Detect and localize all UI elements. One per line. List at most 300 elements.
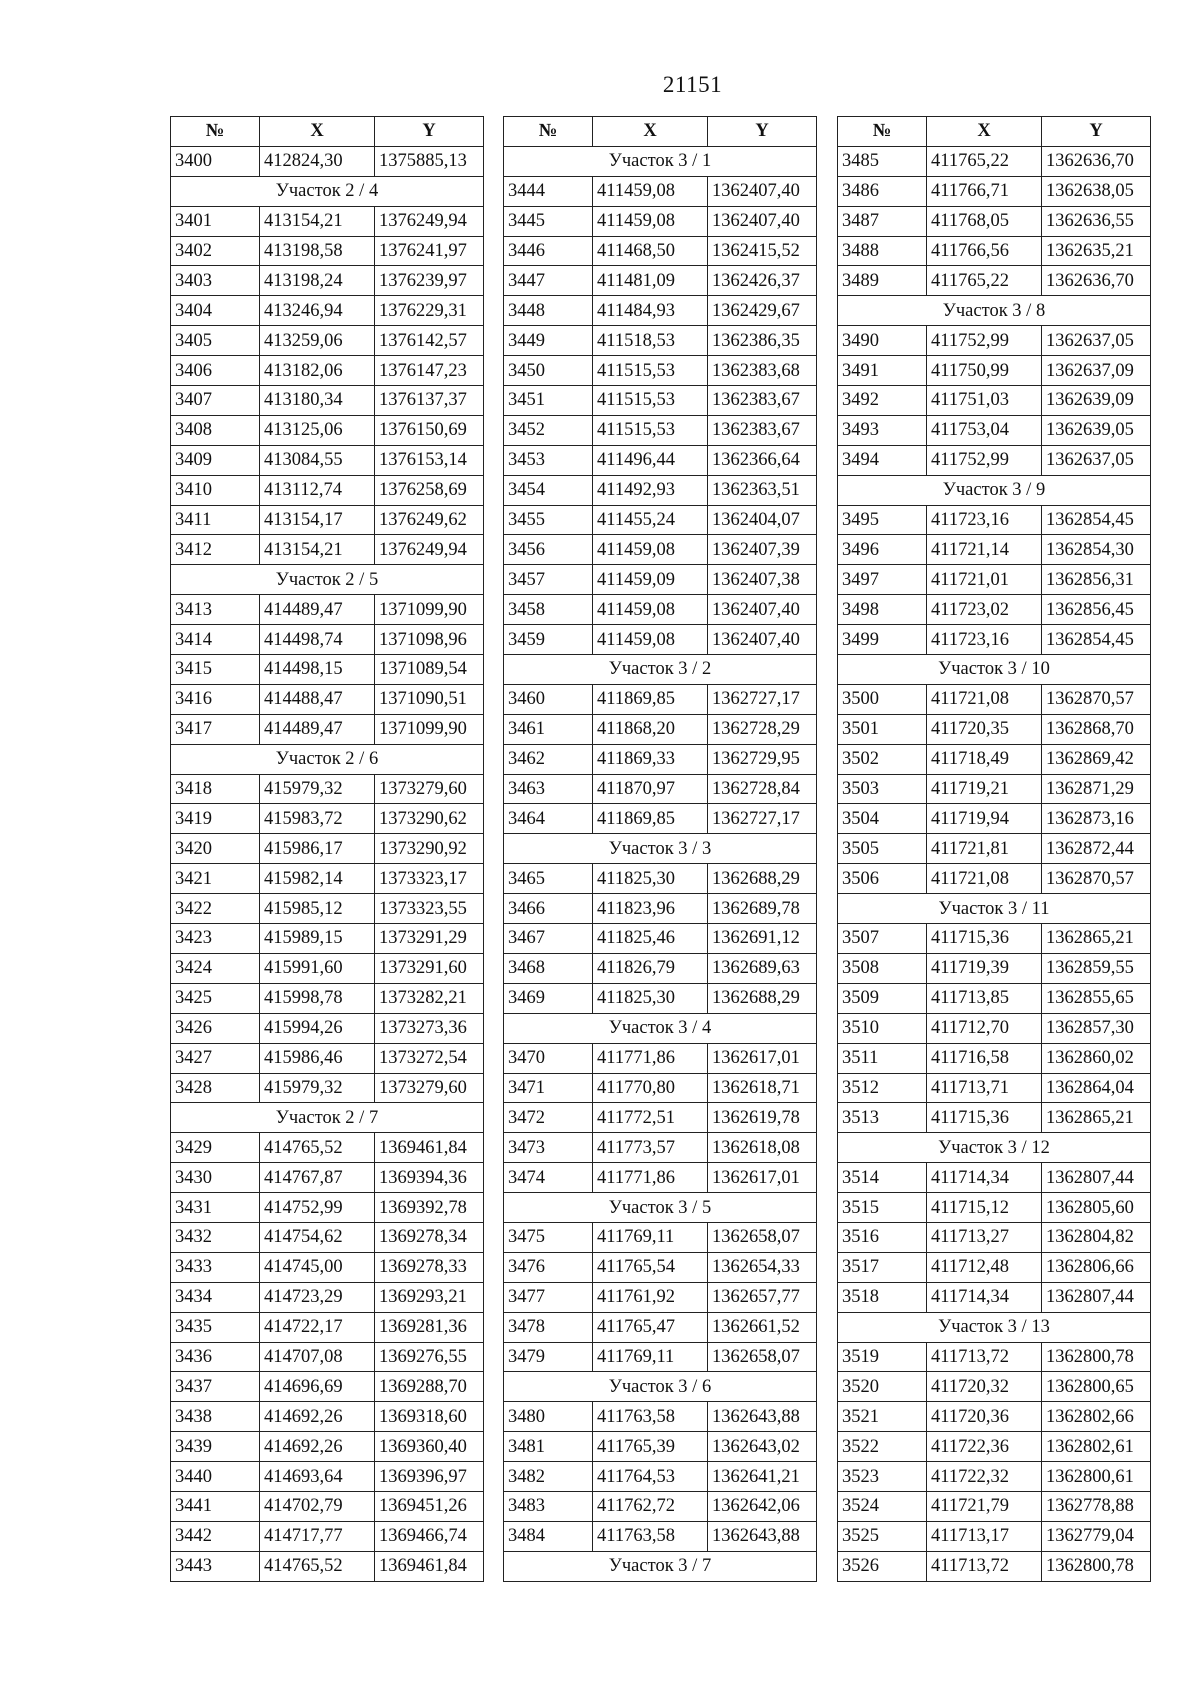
table-row	[838, 774, 1151, 804]
y-coordinate: 1362854,45	[1042, 625, 1151, 655]
y-coordinate: 1362661,52	[708, 1312, 817, 1342]
point-number: 3499	[838, 625, 927, 655]
x-coordinate: 413180,34	[260, 386, 375, 416]
y-coordinate: 1362864,04	[1042, 1073, 1151, 1103]
x-coordinate: 414692,26	[260, 1402, 375, 1432]
y-coordinate: 1362641,21	[708, 1462, 817, 1492]
x-coordinate: 411825,30	[593, 864, 708, 894]
y-coordinate: 1362636,70	[1042, 146, 1151, 176]
y-coordinate: 1373273,36	[375, 1013, 484, 1043]
section-title: Участок 3 / 10	[838, 655, 1151, 685]
x-coordinate: 411765,47	[593, 1312, 708, 1342]
y-coordinate: 1362802,61	[1042, 1432, 1151, 1462]
point-number: 3448	[504, 296, 593, 326]
table-row	[838, 535, 1151, 565]
section-row	[171, 744, 484, 774]
x-coordinate: 413154,17	[260, 505, 375, 535]
x-coordinate: 411455,24	[593, 505, 708, 535]
x-coordinate: 411721,08	[927, 684, 1042, 714]
point-number: 3426	[171, 1013, 260, 1043]
y-coordinate: 1376229,31	[375, 296, 484, 326]
table-row	[504, 953, 817, 983]
point-number: 3407	[171, 386, 260, 416]
point-number: 3410	[171, 475, 260, 505]
y-coordinate: 1362386,35	[708, 326, 817, 356]
y-coordinate: 1362728,29	[708, 714, 817, 744]
table-row	[171, 834, 484, 864]
table-row	[171, 1222, 484, 1252]
x-coordinate: 411713,27	[927, 1222, 1042, 1252]
x-coordinate: 411769,11	[593, 1342, 708, 1372]
point-number: 3488	[838, 236, 927, 266]
y-coordinate: 1362383,67	[708, 415, 817, 445]
x-coordinate: 411484,93	[593, 296, 708, 326]
point-number: 3402	[171, 236, 260, 266]
table-row	[504, 774, 817, 804]
x-coordinate: 414723,29	[260, 1282, 375, 1312]
coordinate-table-3	[837, 116, 1151, 1582]
table-row	[504, 236, 817, 266]
table-row	[838, 625, 1151, 655]
table-row	[171, 1252, 484, 1282]
y-coordinate: 1362639,09	[1042, 386, 1151, 416]
point-number: 3493	[838, 415, 927, 445]
section-title: Участок 3 / 7	[504, 1551, 817, 1581]
y-coordinate: 1362639,05	[1042, 415, 1151, 445]
point-number: 3450	[504, 356, 593, 386]
table-row	[504, 565, 817, 595]
header-y: Y	[375, 117, 484, 147]
point-number: 3409	[171, 445, 260, 475]
table-row	[838, 1252, 1151, 1282]
y-coordinate: 1362870,57	[1042, 684, 1151, 714]
x-coordinate: 415979,32	[260, 774, 375, 804]
point-number: 3476	[504, 1252, 593, 1282]
y-coordinate: 1362637,05	[1042, 445, 1151, 475]
x-coordinate: 415986,17	[260, 834, 375, 864]
point-number: 3512	[838, 1073, 927, 1103]
y-coordinate: 1362363,51	[708, 475, 817, 505]
table-row	[171, 1073, 484, 1103]
point-number: 3462	[504, 744, 593, 774]
table-row	[838, 1462, 1151, 1492]
x-coordinate: 411714,34	[927, 1163, 1042, 1193]
table-row	[171, 1372, 484, 1402]
table-row	[171, 386, 484, 416]
x-coordinate: 412824,30	[260, 146, 375, 176]
y-coordinate: 1362658,07	[708, 1342, 817, 1372]
x-coordinate: 415982,14	[260, 864, 375, 894]
table-row	[838, 864, 1151, 894]
table-row	[504, 1103, 817, 1133]
table-row	[838, 804, 1151, 834]
section-title: Участок 3 / 8	[838, 296, 1151, 326]
x-coordinate: 414752,99	[260, 1193, 375, 1223]
point-number: 3483	[504, 1491, 593, 1521]
x-coordinate: 411720,35	[927, 714, 1042, 744]
table-row	[838, 953, 1151, 983]
y-coordinate: 1362657,77	[708, 1282, 817, 1312]
point-number: 3481	[504, 1432, 593, 1462]
point-number: 3436	[171, 1342, 260, 1372]
table-row	[838, 744, 1151, 774]
table-header-row	[504, 117, 817, 147]
table-row	[504, 684, 817, 714]
y-coordinate: 1376249,62	[375, 505, 484, 535]
point-number: 3492	[838, 386, 927, 416]
x-coordinate: 411763,58	[593, 1402, 708, 1432]
point-number: 3434	[171, 1282, 260, 1312]
y-coordinate: 1371098,96	[375, 625, 484, 655]
x-coordinate: 411763,58	[593, 1521, 708, 1551]
section-title: Участок 3 / 1	[504, 146, 817, 176]
x-coordinate: 414498,74	[260, 625, 375, 655]
table-row	[171, 505, 484, 535]
point-number: 3505	[838, 834, 927, 864]
y-coordinate: 1362865,21	[1042, 1103, 1151, 1133]
y-coordinate: 1362871,29	[1042, 774, 1151, 804]
point-number: 3403	[171, 266, 260, 296]
point-number: 3501	[838, 714, 927, 744]
table-row	[171, 1133, 484, 1163]
point-number: 3457	[504, 565, 593, 595]
y-coordinate: 1375885,13	[375, 146, 484, 176]
table-row	[504, 475, 817, 505]
table-row	[838, 1551, 1151, 1581]
x-coordinate: 411515,53	[593, 386, 708, 416]
x-coordinate: 414767,87	[260, 1163, 375, 1193]
y-coordinate: 1376249,94	[375, 535, 484, 565]
y-coordinate: 1362407,39	[708, 535, 817, 565]
y-coordinate: 1362800,78	[1042, 1342, 1151, 1372]
table-row	[504, 1252, 817, 1282]
x-coordinate: 411765,54	[593, 1252, 708, 1282]
section-row	[171, 1103, 484, 1133]
table-row	[838, 684, 1151, 714]
x-coordinate: 411765,39	[593, 1432, 708, 1462]
table-row	[171, 804, 484, 834]
x-coordinate: 411496,44	[593, 445, 708, 475]
y-coordinate: 1362636,70	[1042, 266, 1151, 296]
point-number: 3525	[838, 1521, 927, 1551]
table-row	[504, 206, 817, 236]
point-number: 3421	[171, 864, 260, 894]
point-number: 3523	[838, 1462, 927, 1492]
table-row	[504, 176, 817, 206]
point-number: 3413	[171, 595, 260, 625]
table-row	[504, 505, 817, 535]
x-coordinate: 411715,36	[927, 924, 1042, 954]
x-coordinate: 411459,08	[593, 535, 708, 565]
x-coordinate: 411721,14	[927, 535, 1042, 565]
point-number: 3442	[171, 1521, 260, 1551]
table-row	[171, 1462, 484, 1492]
point-number: 3453	[504, 445, 593, 475]
x-coordinate: 411515,53	[593, 356, 708, 386]
point-number: 3438	[171, 1402, 260, 1432]
y-coordinate: 1362643,02	[708, 1432, 817, 1462]
point-number: 3415	[171, 655, 260, 685]
y-coordinate: 1362643,88	[708, 1402, 817, 1432]
point-number: 3509	[838, 983, 927, 1013]
point-number: 3447	[504, 266, 593, 296]
y-coordinate: 1362658,07	[708, 1222, 817, 1252]
point-number: 3524	[838, 1491, 927, 1521]
point-number: 3500	[838, 684, 927, 714]
y-coordinate: 1362643,88	[708, 1521, 817, 1551]
y-coordinate: 1362404,07	[708, 505, 817, 535]
x-coordinate: 411721,79	[927, 1491, 1042, 1521]
y-coordinate: 1369461,84	[375, 1551, 484, 1581]
y-coordinate: 1369276,55	[375, 1342, 484, 1372]
section-title: Участок 2 / 4	[171, 176, 484, 206]
y-coordinate: 1373279,60	[375, 1073, 484, 1103]
section-title: Участок 3 / 6	[504, 1372, 817, 1402]
table-row	[838, 924, 1151, 954]
x-coordinate: 411826,79	[593, 953, 708, 983]
x-coordinate: 411515,53	[593, 415, 708, 445]
x-coordinate: 411713,71	[927, 1073, 1042, 1103]
table-row	[838, 1521, 1151, 1551]
x-coordinate: 414702,79	[260, 1491, 375, 1521]
table-row	[504, 356, 817, 386]
x-coordinate: 413198,58	[260, 236, 375, 266]
table-row	[171, 864, 484, 894]
point-number: 3504	[838, 804, 927, 834]
x-coordinate: 414745,00	[260, 1252, 375, 1282]
y-coordinate: 1371099,90	[375, 595, 484, 625]
section-row	[838, 1312, 1151, 1342]
x-coordinate: 411722,36	[927, 1432, 1042, 1462]
x-coordinate: 411753,04	[927, 415, 1042, 445]
y-coordinate: 1376241,97	[375, 236, 484, 266]
table-row	[504, 296, 817, 326]
table-row	[504, 1462, 817, 1492]
x-coordinate: 411721,81	[927, 834, 1042, 864]
y-coordinate: 1362688,29	[708, 983, 817, 1013]
section-row	[504, 1013, 817, 1043]
table-row	[838, 146, 1151, 176]
point-number: 3497	[838, 565, 927, 595]
y-coordinate: 1369288,70	[375, 1372, 484, 1402]
table-row	[838, 445, 1151, 475]
point-number: 3490	[838, 326, 927, 356]
table-header-row	[838, 117, 1151, 147]
x-coordinate: 411714,34	[927, 1282, 1042, 1312]
x-coordinate: 411772,51	[593, 1103, 708, 1133]
y-coordinate: 1362689,78	[708, 894, 817, 924]
table-row	[504, 1133, 817, 1163]
y-coordinate: 1362637,05	[1042, 326, 1151, 356]
y-coordinate: 1362636,55	[1042, 206, 1151, 236]
point-number: 3419	[171, 804, 260, 834]
x-coordinate: 414489,47	[260, 595, 375, 625]
y-coordinate: 1362800,78	[1042, 1551, 1151, 1581]
y-coordinate: 1362727,17	[708, 684, 817, 714]
section-row	[838, 894, 1151, 924]
x-coordinate: 414722,17	[260, 1312, 375, 1342]
table-row	[504, 415, 817, 445]
point-number: 3420	[171, 834, 260, 864]
y-coordinate: 1362806,66	[1042, 1252, 1151, 1282]
table-row	[838, 386, 1151, 416]
x-coordinate: 411459,09	[593, 565, 708, 595]
table-row	[838, 1043, 1151, 1073]
section-title: Участок 2 / 5	[171, 565, 484, 595]
point-number: 3400	[171, 146, 260, 176]
table-row	[838, 595, 1151, 625]
table-row	[171, 1193, 484, 1223]
x-coordinate: 414717,77	[260, 1521, 375, 1551]
x-coordinate: 411766,71	[927, 176, 1042, 206]
y-coordinate: 1371099,90	[375, 714, 484, 744]
x-coordinate: 411459,08	[593, 176, 708, 206]
point-number: 3526	[838, 1551, 927, 1581]
section-row	[504, 834, 817, 864]
y-coordinate: 1362857,30	[1042, 1013, 1151, 1043]
y-coordinate: 1369394,36	[375, 1163, 484, 1193]
y-coordinate: 1362617,01	[708, 1043, 817, 1073]
y-coordinate: 1362729,95	[708, 744, 817, 774]
table-row	[171, 326, 484, 356]
table-row	[171, 684, 484, 714]
x-coordinate: 411869,85	[593, 684, 708, 714]
y-coordinate: 1362407,40	[708, 595, 817, 625]
point-number: 3496	[838, 535, 927, 565]
x-coordinate: 414765,52	[260, 1133, 375, 1163]
y-coordinate: 1362383,68	[708, 356, 817, 386]
point-number: 3506	[838, 864, 927, 894]
table-row	[504, 1342, 817, 1372]
header-x: X	[927, 117, 1042, 147]
table-row	[171, 1342, 484, 1372]
y-coordinate: 1362728,84	[708, 774, 817, 804]
y-coordinate: 1369466,74	[375, 1521, 484, 1551]
point-number: 3463	[504, 774, 593, 804]
x-coordinate: 415979,32	[260, 1073, 375, 1103]
point-number: 3502	[838, 744, 927, 774]
table-row	[504, 1521, 817, 1551]
point-number: 3444	[504, 176, 593, 206]
table-row	[838, 1073, 1151, 1103]
x-coordinate: 411712,70	[927, 1013, 1042, 1043]
x-coordinate: 413125,06	[260, 415, 375, 445]
x-coordinate: 413112,74	[260, 475, 375, 505]
table-row	[504, 386, 817, 416]
x-coordinate: 414754,62	[260, 1222, 375, 1252]
point-number: 3491	[838, 356, 927, 386]
point-number: 3423	[171, 924, 260, 954]
table-row	[504, 894, 817, 924]
section-row	[504, 1372, 817, 1402]
page-number: 21151	[662, 72, 723, 97]
point-number: 3416	[171, 684, 260, 714]
point-number: 3521	[838, 1402, 927, 1432]
point-number: 3479	[504, 1342, 593, 1372]
point-number: 3474	[504, 1163, 593, 1193]
y-coordinate: 1362366,64	[708, 445, 817, 475]
table-row	[171, 1432, 484, 1462]
point-number: 3445	[504, 206, 593, 236]
table-row	[504, 1222, 817, 1252]
x-coordinate: 411712,48	[927, 1252, 1042, 1282]
point-number: 3461	[504, 714, 593, 744]
y-coordinate: 1362872,44	[1042, 834, 1151, 864]
y-coordinate: 1362856,31	[1042, 565, 1151, 595]
y-coordinate: 1362618,71	[708, 1073, 817, 1103]
table-row	[504, 445, 817, 475]
x-coordinate: 411713,72	[927, 1551, 1042, 1581]
point-number: 3472	[504, 1103, 593, 1133]
table-row	[171, 1521, 484, 1551]
x-coordinate: 411770,80	[593, 1073, 708, 1103]
x-coordinate: 411721,08	[927, 864, 1042, 894]
x-coordinate: 411868,20	[593, 714, 708, 744]
point-number: 3460	[504, 684, 593, 714]
point-number: 3401	[171, 206, 260, 236]
table-row	[504, 266, 817, 296]
table-row	[171, 296, 484, 326]
table-row	[838, 1013, 1151, 1043]
point-number: 3519	[838, 1342, 927, 1372]
table-row	[171, 983, 484, 1013]
y-coordinate: 1376137,37	[375, 386, 484, 416]
x-coordinate: 411713,72	[927, 1342, 1042, 1372]
table-row	[504, 744, 817, 774]
y-coordinate: 1362638,05	[1042, 176, 1151, 206]
point-number: 3452	[504, 415, 593, 445]
y-coordinate: 1369318,60	[375, 1402, 484, 1432]
point-number: 3516	[838, 1222, 927, 1252]
point-number: 3495	[838, 505, 927, 535]
y-coordinate: 1362856,45	[1042, 595, 1151, 625]
y-coordinate: 1362860,02	[1042, 1043, 1151, 1073]
y-coordinate: 1362617,01	[708, 1163, 817, 1193]
y-coordinate: 1376239,97	[375, 266, 484, 296]
x-coordinate: 413084,55	[260, 445, 375, 475]
table-row	[504, 1282, 817, 1312]
x-coordinate: 411761,92	[593, 1282, 708, 1312]
y-coordinate: 1362415,52	[708, 236, 817, 266]
table-row	[171, 475, 484, 505]
section-title: Участок 2 / 6	[171, 744, 484, 774]
x-coordinate: 415994,26	[260, 1013, 375, 1043]
y-coordinate: 1376258,69	[375, 475, 484, 505]
x-coordinate: 411713,85	[927, 983, 1042, 1013]
point-number: 3508	[838, 953, 927, 983]
x-coordinate: 415991,60	[260, 953, 375, 983]
y-coordinate: 1362407,40	[708, 176, 817, 206]
y-coordinate: 1362727,17	[708, 804, 817, 834]
point-number: 3422	[171, 894, 260, 924]
table-row	[504, 625, 817, 655]
table-row	[838, 1432, 1151, 1462]
point-number: 3468	[504, 953, 593, 983]
y-coordinate: 1373290,92	[375, 834, 484, 864]
y-coordinate: 1362407,38	[708, 565, 817, 595]
table-row	[504, 1163, 817, 1193]
point-number: 3432	[171, 1222, 260, 1252]
y-coordinate: 1362868,70	[1042, 714, 1151, 744]
x-coordinate: 414488,47	[260, 684, 375, 714]
table-row	[171, 625, 484, 655]
header-number: №	[838, 117, 927, 147]
x-coordinate: 411720,32	[927, 1372, 1042, 1402]
table-row	[171, 146, 484, 176]
point-number: 3485	[838, 146, 927, 176]
table-row	[838, 714, 1151, 744]
x-coordinate: 411518,53	[593, 326, 708, 356]
